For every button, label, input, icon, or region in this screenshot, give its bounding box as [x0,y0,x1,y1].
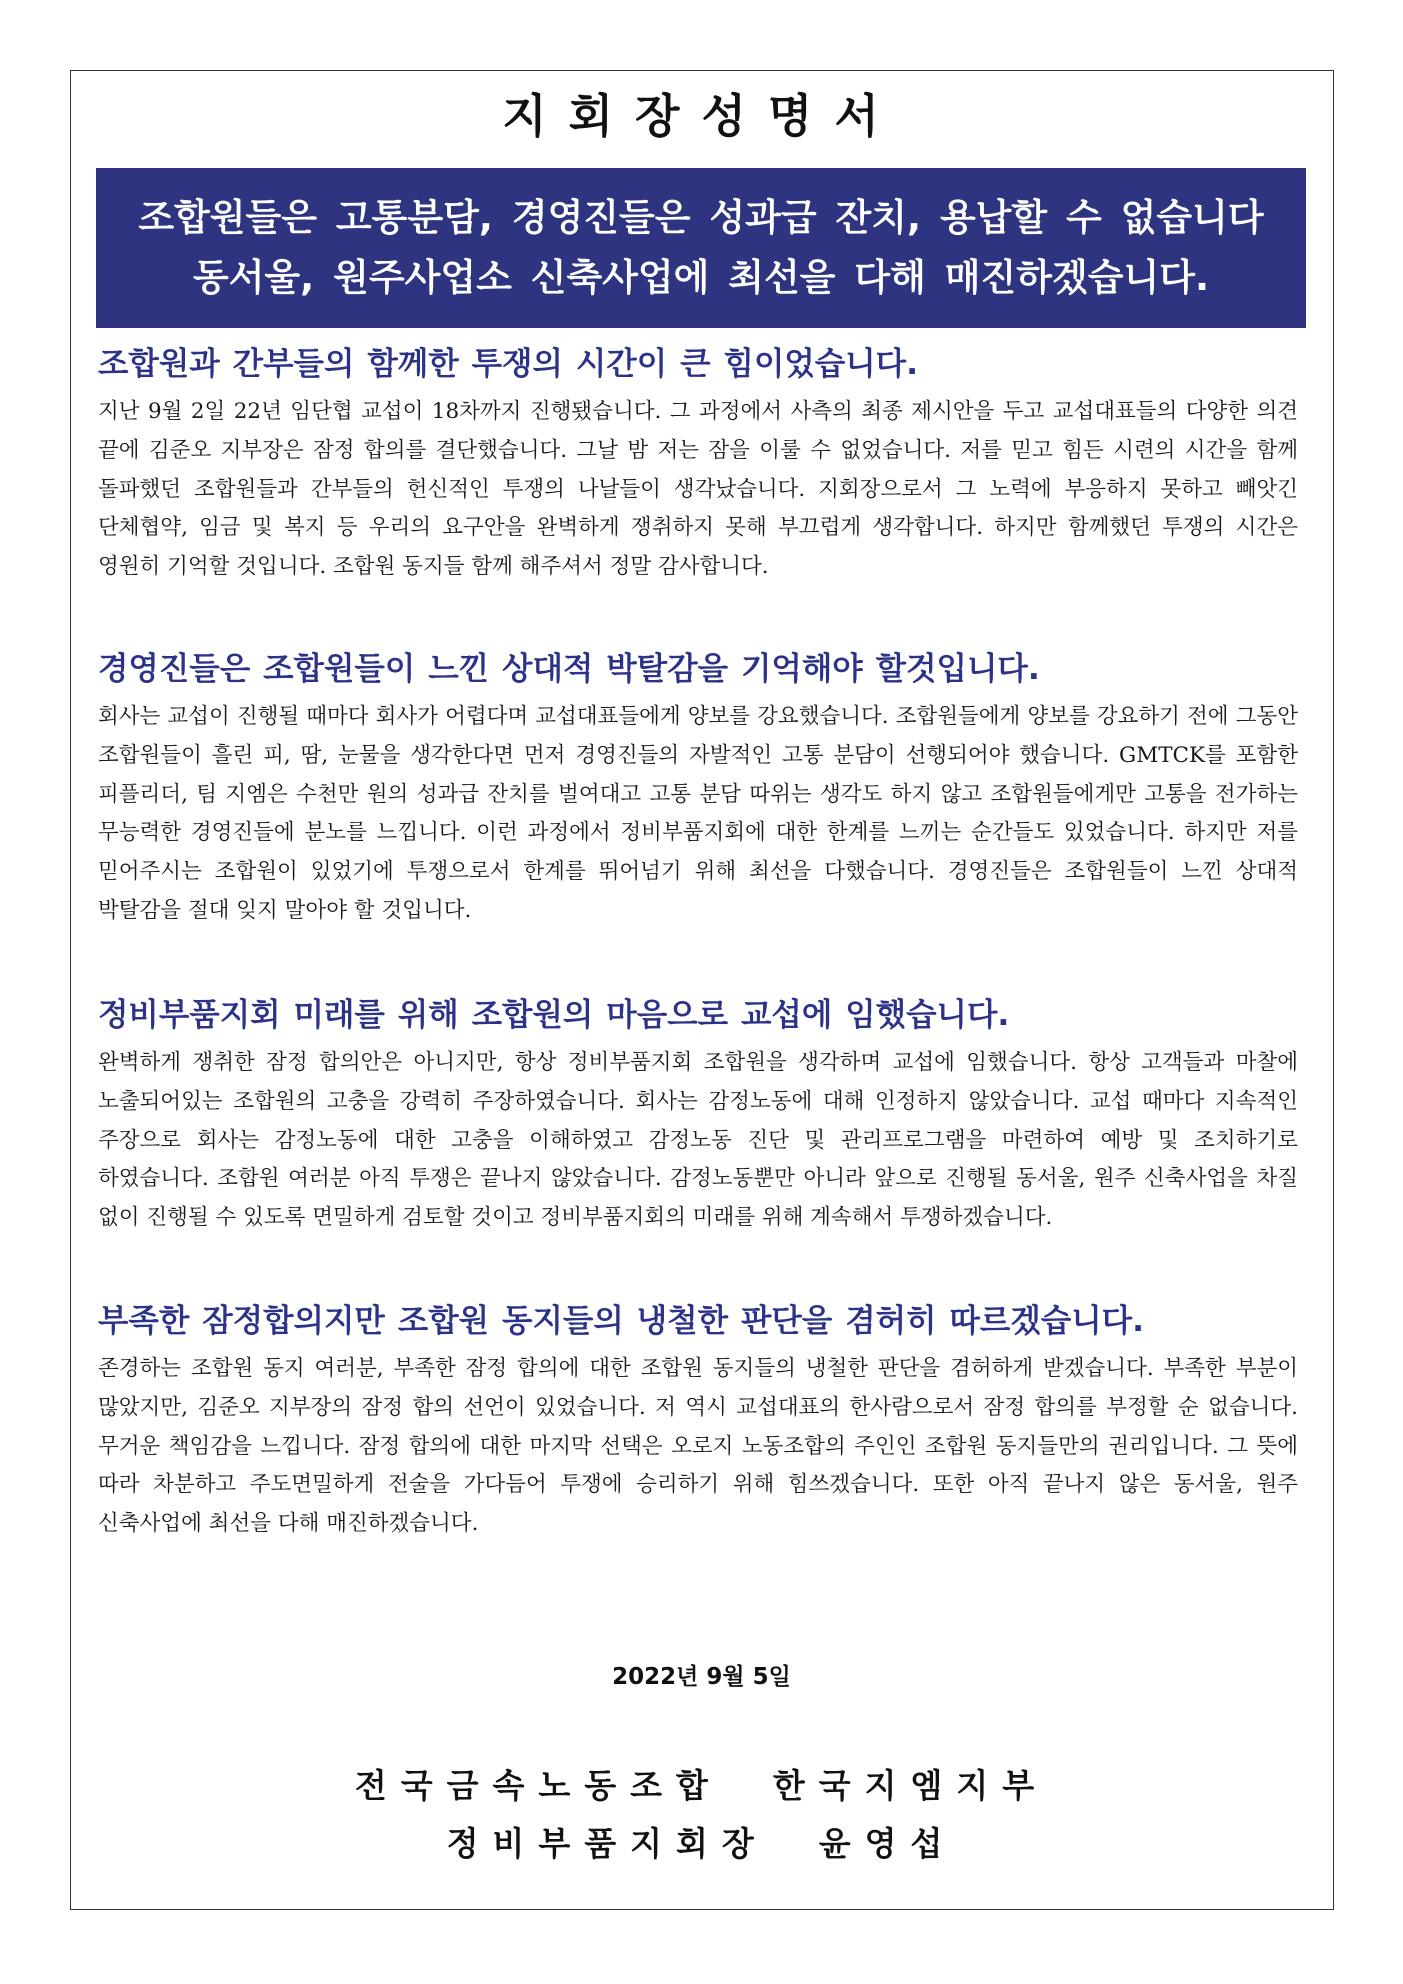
document-title: 지회장성명서 [502,89,901,143]
signatory-name: 정비부품지회장 윤영섭 [446,1824,957,1863]
headline-line-1: 조합원들은 고통분담, 경영진들은 성과급 잔치, 용납할 수 없습니다 [138,196,1264,239]
section-1 [98,339,1298,587]
section-2 [98,644,1298,931]
section-3 [98,990,1298,1238]
section-paragraph: 존경하는 조합원 동지 여러분, 부족한 잠정 합의에 대한 조합원 동지들의 냉철한 판단을 겸허하게 받겠습니다. 부족한 부분이 많았지만, 김준오 지부장의 잠정 합의 선언이 있었습니다. 저 역시 교섭대표의 한사람으로서 잠정 합의를 부정할 순 없습니다. 무거운 책임감을 느낍니다. 잠정 합의에 대한 마지막 선택은 오로지 노동조합의 주인인 조합원 동지들만의 권리입니다. 그 뜻에 따라 차분하고 주도면밀하게 전술을 가다듬어 투쟁에 승리하기 위해 힘쓰겠습니다. 또한 아직 끝나지 않은 동서울, 원주 신축사업에 최선을 다해 매진하겠습니다. [98,1356,1298,1537]
section-paragraph: 회사는 교섭이 진행될 때마다 회사가 어렵다며 교섭대표들에게 양보를 강요했습니다. 조합원들에게 양보를 강요하기 전에 그동안 조합원들이 흘린 피, 땀, 눈물을 생각한다면 먼저 경영진들의 자발적인 고통 분담이 선행되어야 했습니다. GMTCK를 포함한 피플리더, 팀 지엠은 수천만 원의 성과급 잔치를 벌여대고 고통 분담 따위는 생각도 하지 않고 조합원들에게만 고통을 전가하는 무능력한 경영진들에 분노를 느낍니다. 이런 과정에서 정비부품지회에 대한 한계를 느끼는 순간들도 있었습니다. 하지만 저를 믿어주시는 조합원이 있었기에 투쟁으로서 한계를 뛰어넘기 위해 최선을 다했습니다. 경영진들은 조합원들이 느낀 상대적 박탈감을 절대 잊지 말아야 할 것입니다. [98,704,1298,923]
section-heading: 경영진들은 조합원들이 느낀 상대적 박탈감을 기억해야 할것입니다. [98,651,1040,687]
section-heading: 부족한 잠정합의지만 조합원 동지들의 냉철한 판단을 겸허히 따르겠습니다. [98,1303,1145,1339]
headline-banner [96,168,1306,328]
section-paragraph: 지난 9월 2일 22년 임단협 교섭이 18차까지 진행됐습니다. 그 과정에서 사측의 최종 제시안을 두고 교섭대표들의 다양한 의견 끝에 김준오 지부장은 잠정 합의를 결단했습니다. 그날 밤 저는 잠을 이룰 수 없었습니다. 저를 믿고 힘든 시련의 시간을 함께 돌파했던 조합원들과 간부들의 헌신적인 투쟁의 나날들이 생각났습니다. 지회장으로서 그 노력에 부응하지 못하고 빼앗긴 단체협약, 임금 및 복지 등 우리의 요구안을 완벽하게 쟁취하지 못해 부끄럽게 생각합니다. 하지만 함께했던 투쟁의 시간은 영원히 기억할 것입니다. 조합원 동지들 함께 해주셔서 정말 감사합니다. [98,399,1298,580]
section-paragraph: 완벽하게 쟁취한 잠정 합의안은 아니지만, 항상 정비부품지회 조합원을 생각하며 교섭에 임했습니다. 항상 고객들과 마찰에 노출되어있는 조합원의 고충을 강력히 주장하였습니다. 회사는 감정노동에 대해 인정하지 않았습니다. 교섭 때마다 지속적인 주장으로 회사는 감정노동에 대한 고충을 이해하였고 감정노동 진단 및 관리프로그램을 마련하여 예방 및 조치하기로 하였습니다. 조합원 여러분 아직 투쟁은 끝나지 않았습니다. 감정노동뿐만 아니라 앞으로 진행될 동서울, 원주 신축사업을 차질 없이 진행될 수 있도록 면밀하게 검토할 것이고 정비부품지회의 미래를 위해 계속해서 투쟁하겠습니다. [98,1050,1298,1231]
section-4 [98,1296,1298,1544]
section-heading: 조합원과 간부들의 함께한 투쟁의 시간이 큰 힘이었습니다. [98,346,919,382]
headline-line-2: 동서울, 원주사업소 신축사업에 최선을 다해 매진하겠습니다. [192,256,1210,299]
statement-date: 2022년 9월 5일 [612,1664,791,1690]
section-heading: 정비부품지회 미래를 위해 조합원의 마음으로 교섭에 임했습니다. [98,997,1010,1033]
union-name: 전국금속노동조합 한국지엠지부 [354,1766,1049,1805]
